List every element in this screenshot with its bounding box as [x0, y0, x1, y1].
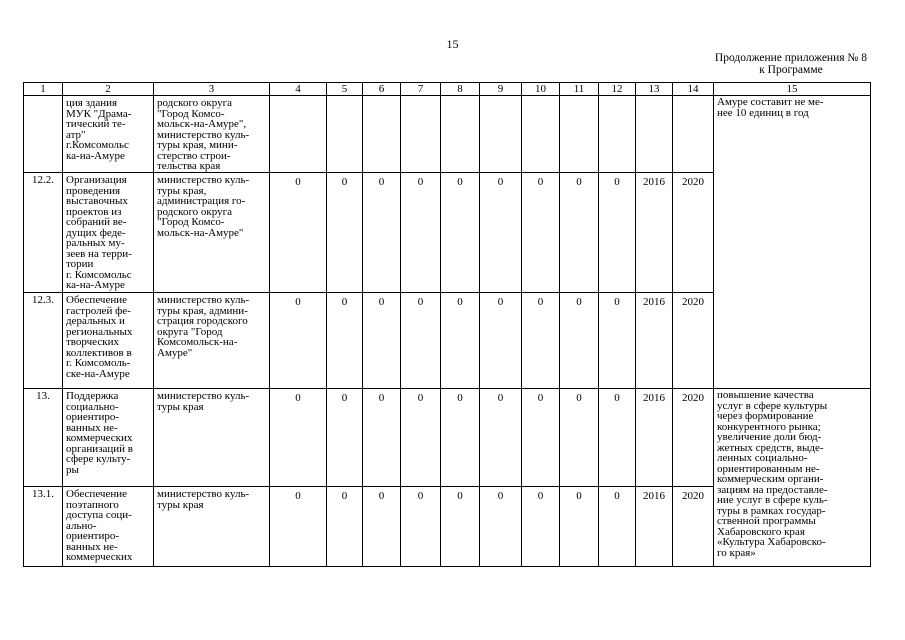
text-line: ние услуг в сфере куль- [717, 494, 828, 506]
column-header: 14 [673, 83, 714, 96]
funding-value: 0 [363, 389, 401, 487]
funding-value: 0 [270, 487, 327, 567]
funding-value: 0 [363, 487, 401, 567]
funding-value: 0 [441, 389, 480, 487]
text-line: мольск-на-Амуре", [157, 118, 247, 130]
table-row [24, 389, 871, 487]
column-header: 15 [714, 83, 871, 96]
funding-value: 0 [327, 173, 363, 293]
text-line: стерство строи- [157, 149, 231, 162]
column-header: 9 [480, 83, 522, 96]
text-line: через формирование [717, 410, 814, 422]
text-line: повышение качества [717, 389, 814, 401]
funding-value: 0 [560, 487, 599, 567]
text-line: туры края [157, 400, 204, 413]
funding-value [480, 96, 522, 173]
text-line: туры края [157, 498, 204, 511]
text-line: ванных не- [66, 540, 118, 553]
text-line: туры края, админи- [157, 304, 248, 317]
funding-value: 0 [441, 173, 480, 293]
funding-value: 0 [599, 487, 636, 567]
responsible-executor [154, 487, 270, 567]
column-header: 8 [441, 83, 480, 96]
funding-value [522, 96, 560, 173]
activity-name [63, 293, 154, 389]
text-line: ственной программы [717, 515, 816, 527]
text-line: коммерческим органи- [717, 473, 824, 485]
page-number: 15 [446, 37, 459, 51]
funding-value: 0 [270, 389, 327, 487]
text-line: доступа соци- [66, 509, 132, 521]
continuation-line-2: к Программе [759, 64, 823, 76]
funding-value: 0 [363, 293, 401, 389]
program-activities-table [23, 82, 871, 567]
start-year: 2016 [636, 487, 673, 567]
column-header: 5 [327, 83, 363, 96]
text-line: дущих феде- [66, 226, 126, 239]
header-row [24, 83, 871, 96]
text-line: "Город Комсо- [157, 216, 225, 228]
text-line: тории [66, 258, 94, 270]
text-line: г. Комсомоль- [66, 357, 131, 369]
text-line: нее 10 единиц в год [717, 106, 809, 119]
funding-value [441, 96, 480, 173]
item-number [24, 96, 63, 173]
text-line: Хабаровского края [717, 525, 805, 538]
activity-name [63, 389, 154, 487]
text-line: собраний ве- [66, 216, 127, 228]
text-line: министерство куль- [157, 390, 250, 402]
item-number: 12.2. [24, 173, 63, 293]
funding-value: 0 [363, 173, 401, 293]
funding-value: 0 [480, 173, 522, 293]
text-line: конкурентного рынка; [717, 420, 821, 433]
activity-name [63, 487, 154, 567]
text-line: ка-на-Амуре [66, 149, 125, 162]
responsible-executor [154, 173, 270, 293]
column-header: 7 [401, 83, 441, 96]
funding-value: 0 [522, 293, 560, 389]
text-line: региональных [66, 325, 133, 338]
text-line: Комсомольск-на- [157, 336, 238, 348]
text-line: Амуре" [157, 346, 193, 359]
funding-value: 0 [480, 389, 522, 487]
activity-name [63, 173, 154, 293]
item-number: 13.1. [24, 487, 63, 567]
responsible-executor [154, 293, 270, 389]
start-year: 2016 [636, 173, 673, 293]
text-line: увеличение доли бюд- [717, 431, 822, 443]
funding-value: 0 [401, 389, 441, 487]
funding-value: 0 [560, 173, 599, 293]
funding-value [327, 96, 363, 173]
text-line: социально- [66, 400, 119, 413]
text-line: ориентиро- [66, 530, 120, 542]
text-line: коллективов в [66, 346, 132, 359]
text-line: зациям на предоставле- [717, 483, 828, 496]
item-number: 12.3. [24, 293, 63, 389]
column-header: 11 [560, 83, 599, 96]
text-line: коммерческих [66, 432, 133, 444]
appendix-continuation-note [715, 52, 867, 76]
text-line: тельства края [157, 160, 221, 172]
text-line: туры в рамках государ- [717, 504, 826, 517]
text-line: поэтапного [66, 498, 119, 511]
text-line: ральных му- [66, 237, 125, 249]
text-line: родского округа [157, 205, 233, 218]
column-header: 13 [636, 83, 673, 96]
text-line: деральных и [66, 315, 125, 327]
text-line: го края» [717, 546, 756, 559]
text-line: «Культура Хабаровско- [717, 536, 826, 548]
text-line: ске-на-Амуре [66, 367, 130, 380]
text-line: гастролей фе- [66, 304, 131, 317]
column-header: 6 [363, 83, 401, 96]
column-header: 3 [154, 83, 270, 96]
funding-value: 0 [522, 487, 560, 567]
text-line: ция здания [66, 97, 118, 109]
funding-value: 0 [441, 293, 480, 389]
text-line: ориентированным не- [717, 462, 820, 475]
text-line: туры края, [157, 184, 207, 197]
text-line: тический те- [66, 118, 126, 130]
funding-value [599, 96, 636, 173]
funding-value: 0 [327, 487, 363, 567]
text-line: МУК "Драма- [66, 107, 132, 120]
continuation-line-1: Продолжение приложения № 8 [714, 52, 867, 64]
text-line: зеев на терри- [66, 247, 132, 260]
end-year: 2020 [673, 173, 714, 293]
column-header: 2 [63, 83, 154, 96]
funding-value: 0 [522, 173, 560, 293]
funding-value [363, 96, 401, 173]
text-line: округа "Город [157, 325, 223, 338]
text-line: Амуре составит не ме- [717, 96, 824, 108]
end-year: 2020 [673, 389, 714, 487]
text-line: услуг в сфере культуры [717, 399, 828, 412]
text-line: "Город Комсо- [157, 107, 225, 120]
funding-value: 0 [270, 293, 327, 389]
funding-value [560, 96, 599, 173]
text-line: атр" [66, 128, 86, 141]
text-line: министерство куль- [157, 174, 250, 186]
text-line: ры [66, 463, 79, 476]
text-line: г.Комсомольс [66, 139, 129, 151]
end-year: 2020 [673, 487, 714, 567]
funding-value: 0 [401, 293, 441, 389]
text-line: творческих [66, 336, 119, 348]
text-line: страция городского [157, 315, 248, 327]
text-line: администрация го- [157, 195, 246, 207]
responsible-executor [154, 96, 270, 173]
funding-value: 0 [401, 173, 441, 293]
expected-result [714, 96, 871, 389]
start-year: 2016 [636, 293, 673, 389]
column-header: 1 [24, 83, 63, 96]
funding-value: 0 [401, 487, 441, 567]
funding-value: 0 [480, 487, 522, 567]
text-line: Поддержка [66, 390, 119, 402]
text-line: Обеспечение [66, 488, 127, 500]
activity-name [63, 96, 154, 173]
text-line: сфере культу- [66, 453, 131, 465]
text-line: коммерческих [66, 551, 133, 563]
funding-value: 0 [480, 293, 522, 389]
funding-value: 0 [560, 293, 599, 389]
column-header: 12 [599, 83, 636, 96]
text-line: министерство куль- [157, 488, 250, 500]
item-number: 13. [24, 389, 63, 487]
table-row [24, 96, 871, 173]
funding-value: 0 [522, 389, 560, 487]
text-line: ка-на-Амуре [66, 279, 125, 291]
table-body [24, 83, 871, 567]
text-line: ванных не- [66, 421, 118, 434]
funding-value: 0 [560, 389, 599, 487]
funding-value: 0 [599, 173, 636, 293]
funding-value: 0 [441, 487, 480, 567]
text-line: министерство куль- [157, 128, 250, 141]
column-header: 10 [522, 83, 560, 96]
text-line: министерство куль- [157, 294, 250, 306]
text-line: проведения [66, 184, 121, 197]
start-year: 2016 [636, 389, 673, 487]
text-line: родского округа [157, 97, 233, 109]
start-year [636, 96, 673, 173]
text-line: туры края, мини- [157, 139, 238, 151]
text-line: ально- [66, 519, 97, 532]
column-header: 4 [270, 83, 327, 96]
end-year: 2020 [673, 293, 714, 389]
funding-value: 0 [327, 389, 363, 487]
text-line: организаций в [66, 442, 133, 455]
responsible-executor [154, 389, 270, 487]
text-line: Организация [66, 174, 127, 186]
funding-value [401, 96, 441, 173]
funding-value: 0 [599, 389, 636, 487]
text-line: ориентиро- [66, 411, 120, 423]
text-line: Обеспечение [66, 294, 127, 306]
text-line: жетных средств, выде- [717, 441, 824, 454]
funding-value [270, 96, 327, 173]
text-line: проектов из [66, 205, 122, 218]
expected-result [714, 389, 871, 567]
text-line: выставочных [66, 195, 128, 207]
end-year [673, 96, 714, 173]
funding-value: 0 [599, 293, 636, 389]
funding-value: 0 [327, 293, 363, 389]
text-line: г. Комсомольс [66, 268, 132, 281]
text-line: мольск-на-Амуре" [157, 226, 244, 239]
funding-value: 0 [270, 173, 327, 293]
text-line: ленных социально- [717, 452, 808, 464]
